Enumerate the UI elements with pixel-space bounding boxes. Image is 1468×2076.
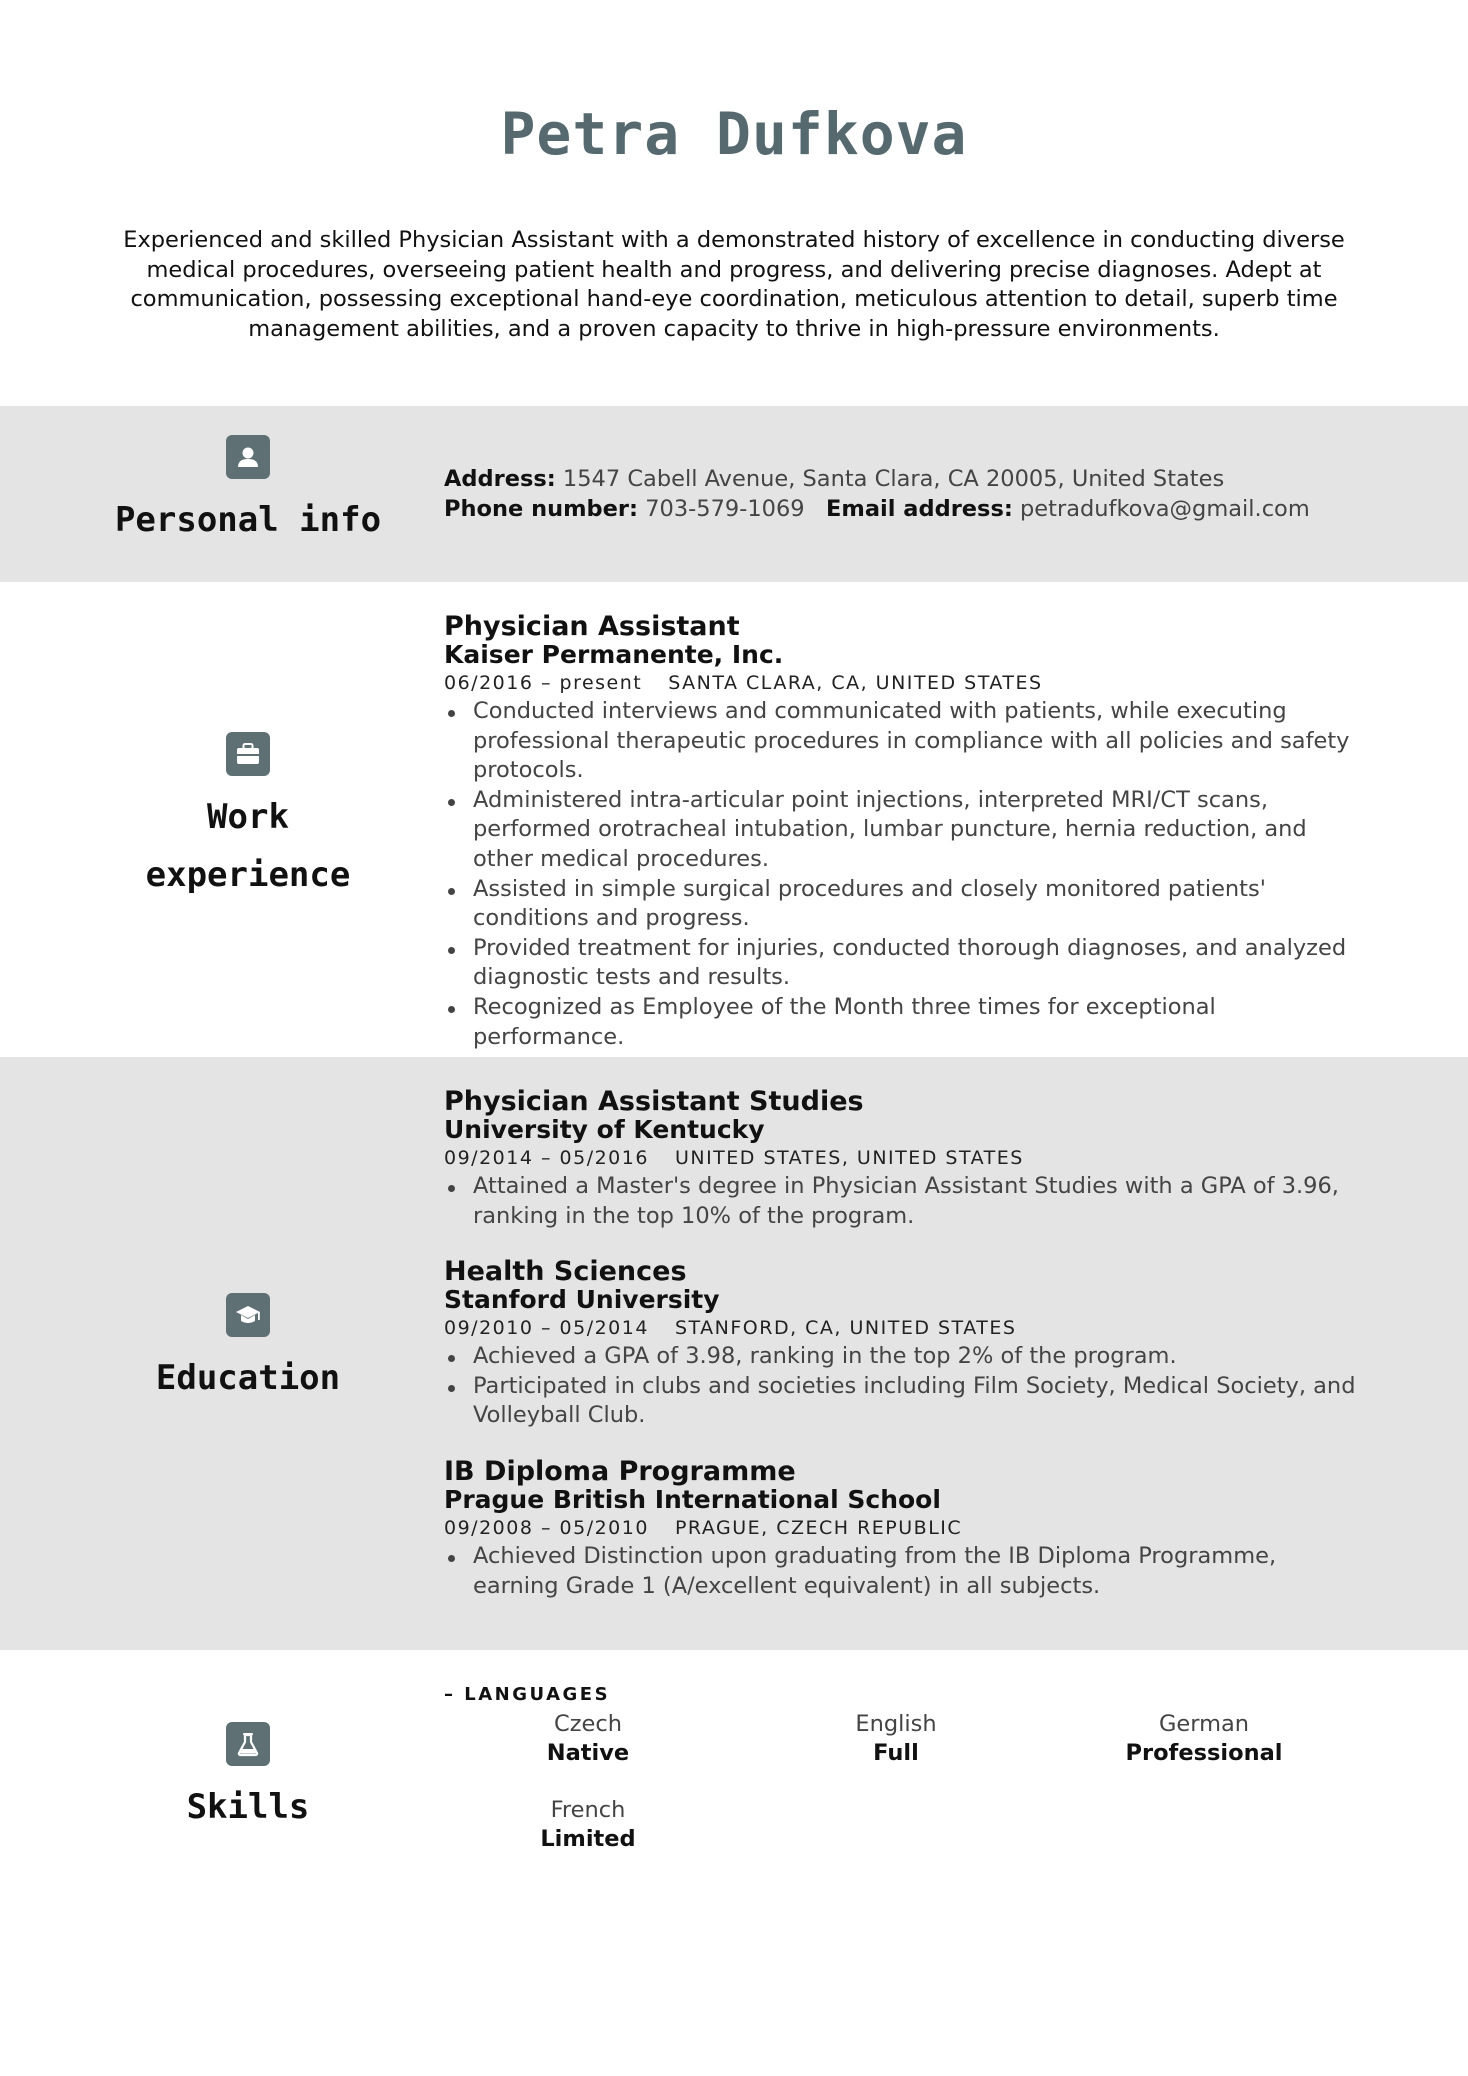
language-level: Professional — [1125, 1740, 1283, 1766]
address-value: 1547 Cabell Avenue, Santa Clara, CA 20005, United States — [562, 466, 1225, 492]
employer-name: Kaiser Permanente, Inc. — [444, 640, 784, 669]
education-entry — [444, 1457, 1364, 1601]
language-name: English — [855, 1711, 937, 1737]
education-bullets — [444, 1342, 1364, 1431]
education-bullets — [444, 1542, 1364, 1601]
education-entry — [444, 1087, 1364, 1231]
school-name: University of Kentucky — [444, 1115, 765, 1144]
job-meta — [444, 669, 1364, 697]
education-meta — [444, 1514, 1364, 1542]
list-item: Achieved a GPA of 3.98, ranking in the top 2% of the program. — [444, 1342, 1364, 1372]
language-item — [742, 1710, 1050, 1768]
list-item: Attained a Master's degree in Physician Assistant Studies with a GPA of 3.96, ranking in the top 10% of the program. — [444, 1172, 1364, 1231]
language-name: Czech — [554, 1711, 622, 1737]
education-meta — [444, 1144, 1364, 1172]
languages-heading: – LANGUAGES — [444, 1684, 611, 1705]
job-title: Physician Assistant — [444, 611, 740, 642]
degree-title: Physician Assistant Studies — [444, 1086, 864, 1117]
address-line — [444, 464, 1364, 494]
work-entry — [444, 612, 1364, 1052]
section-title-education: Education — [155, 1358, 341, 1398]
education-section — [0, 1057, 1468, 1650]
section-title-skills: Skills — [186, 1787, 310, 1827]
skills-section — [0, 1650, 1468, 1900]
list-item: Administered intra-articular point injections, interpreted MRI/CT scans, performed orotracheal intubation, lumbar puncture, hernia reduction, and other medical procedures. — [444, 786, 1364, 875]
personal-info-content — [444, 464, 1364, 524]
degree-title: Health Sciences — [444, 1256, 687, 1288]
education-bullets — [444, 1172, 1364, 1231]
email-value[interactable]: petradufkova@gmail.com — [1020, 496, 1310, 522]
work-experience-heading-block — [0, 732, 496, 904]
list-item: Achieved Distinction upon graduating from the IB Diploma Programme, earning Grade 1 (A/excellent equivalent) in all subjects. — [444, 1542, 1364, 1601]
personal-info-heading-block — [0, 435, 496, 549]
phone-label: Phone number: — [444, 496, 639, 522]
section-title-work-line1: Work — [207, 797, 289, 837]
email-label: Email address: — [826, 496, 1013, 522]
education-location: PRAGUE, CZECH REPUBLIC — [674, 1516, 963, 1539]
languages-grid — [434, 1710, 1364, 1854]
school-name: Stanford University — [444, 1285, 720, 1315]
education-dates: 09/2014 – 05/2016 — [444, 1147, 649, 1169]
list-item: Participated in clubs and societies including Film Society, Medical Society, and Volleyball Club. — [444, 1372, 1364, 1431]
summary-paragraph: Experienced and skilled Physician Assistant with a demonstrated history of excellence in conducting diverse medical procedures, overseeing patient health and progress, and delivering precise diagnoses. Adept at communication, possessing exceptional hand-eye coordination, meticulous attention to detail, superb time management abilities, and a proven capacity to thrive in high-pressure environments. — [123, 227, 1345, 342]
school-name: Prague British International School — [444, 1484, 941, 1514]
skills-heading-block — [0, 1722, 496, 1836]
person-icon — [226, 435, 270, 479]
section-title-personal-info: Personal info — [114, 500, 382, 540]
language-item — [434, 1796, 742, 1854]
language-name: German — [1158, 1711, 1250, 1737]
education-entry — [444, 1257, 1364, 1431]
education-dates: 09/2010 – 05/2014 — [444, 1317, 649, 1340]
language-level: Limited — [540, 1826, 636, 1852]
list-item: Conducted interviews and communicated with patients, while executing professional therapeutic procedures in compliance with all policies and safety protocols. — [444, 697, 1364, 786]
education-location: UNITED STATES, UNITED STATES — [674, 1147, 1024, 1169]
contact-line — [444, 494, 1364, 524]
education-location: STANFORD, CA, UNITED STATES — [674, 1317, 1017, 1340]
education-meta — [444, 1314, 1364, 1342]
list-item: Recognized as Employee of the Month three times for exceptional performance. — [444, 993, 1364, 1052]
language-item — [434, 1710, 742, 1768]
list-item: Provided treatment for injuries, conducted thorough diagnoses, and analyzed diagnostic tests and results. — [444, 934, 1364, 993]
phone-value[interactable]: 703-579-1069 — [645, 496, 805, 522]
section-title-work-line2: experience — [145, 855, 351, 895]
job-bullets — [444, 697, 1364, 1052]
job-location: SANTA CLARA, CA, UNITED STATES — [668, 672, 1043, 694]
work-experience-content — [444, 612, 1364, 1078]
address-label: Address: — [444, 466, 556, 492]
flask-icon — [226, 1722, 270, 1766]
language-item — [1050, 1710, 1358, 1768]
degree-title: IB Diploma Programme — [444, 1455, 796, 1487]
language-level: Native — [546, 1740, 630, 1766]
education-dates: 09/2008 – 05/2010 — [444, 1516, 649, 1539]
language-level: Full — [873, 1740, 919, 1766]
education-heading-block — [0, 1293, 496, 1407]
list-item: Assisted in simple surgical procedures and closely monitored patients' conditions and progress. — [444, 875, 1364, 934]
graduation-cap-icon — [226, 1293, 270, 1337]
skills-content — [444, 1682, 1364, 1854]
personal-info-section — [0, 406, 1468, 582]
language-name: French — [550, 1797, 626, 1823]
briefcase-icon — [226, 732, 270, 776]
work-experience-section — [0, 582, 1468, 1057]
education-content — [444, 1087, 1364, 1627]
resume-name: Petra Dufkova — [500, 100, 968, 168]
job-dates: 06/2016 – present — [444, 672, 643, 694]
